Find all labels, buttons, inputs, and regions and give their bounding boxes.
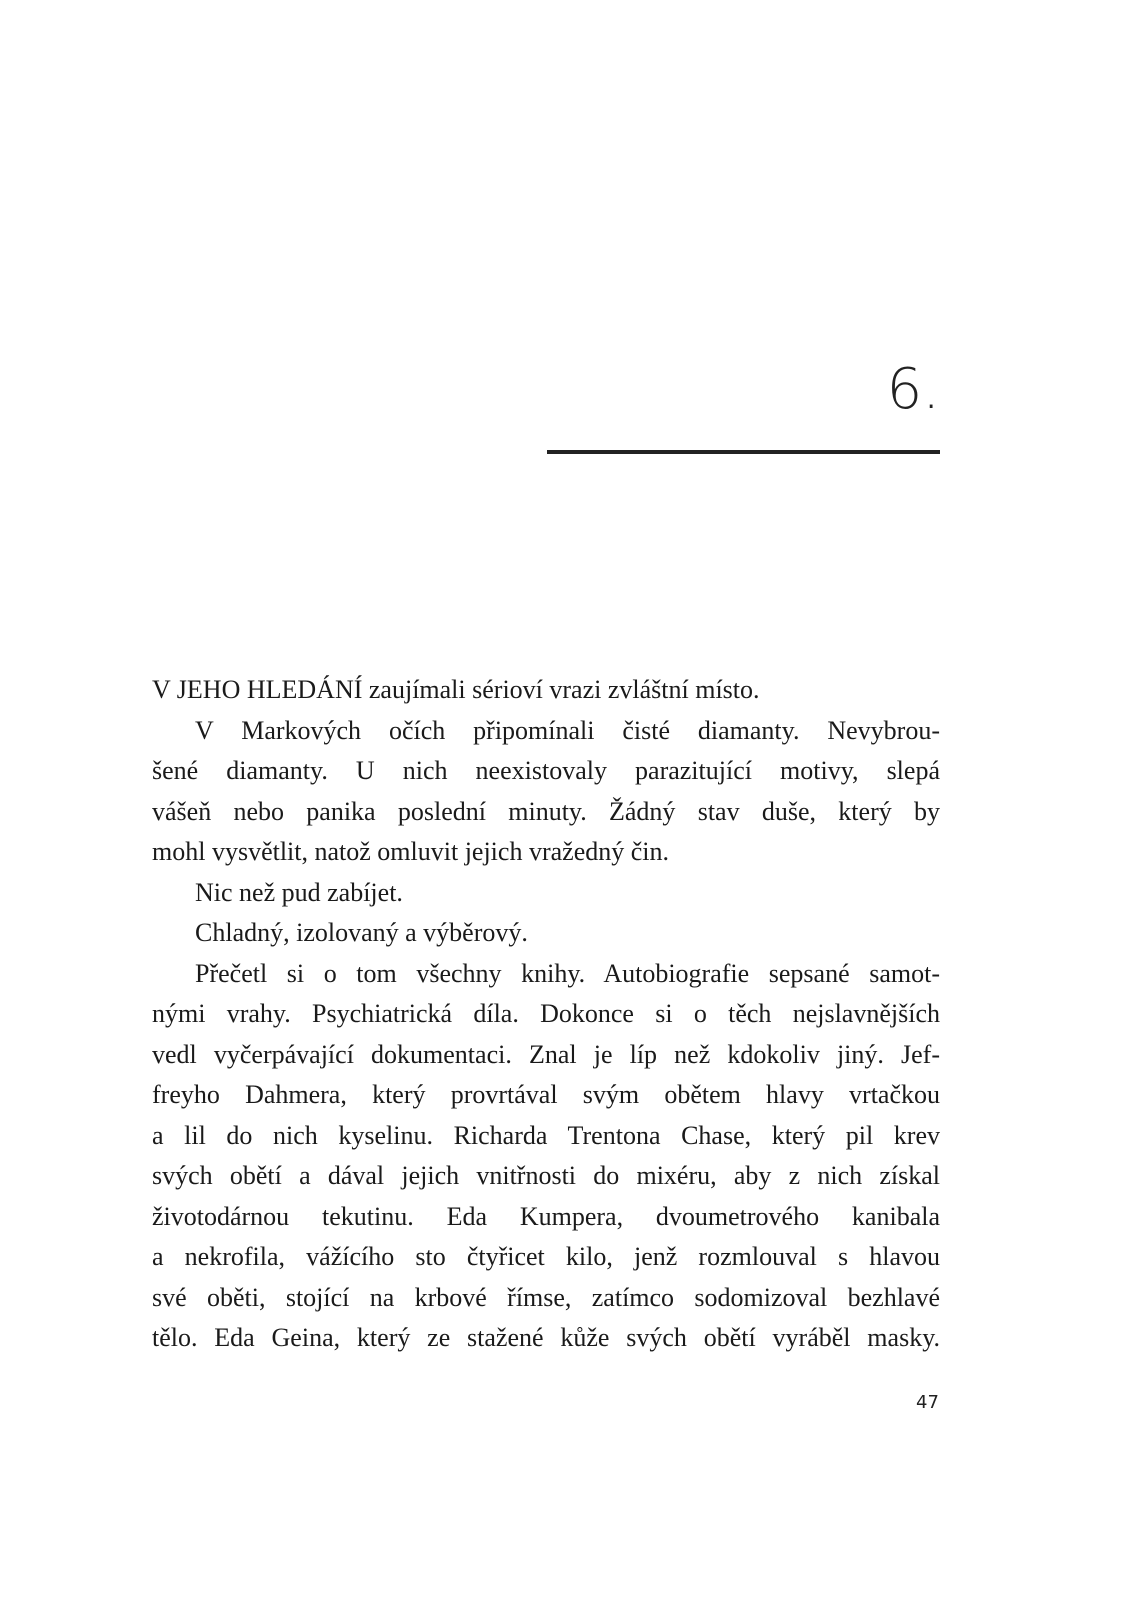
text-line: nými vrahy. Psychiatrická díla. Dokonce si o těch nejslavnějších	[152, 999, 940, 1028]
text-line: tělo. Eda Geina, který ze stažené kůže svých obětí vyráběl masky.	[152, 1323, 940, 1352]
chapter-number: 6.	[886, 357, 940, 422]
text-line: šené diamanty. U nich neexistovaly parazitující motivy, slepá	[152, 756, 940, 785]
text-line: a nekrofila, vážícího sto čtyřicet kilo, jenž rozmlouval s hlavou	[152, 1242, 940, 1271]
text-line: Nic než pud zabíjet.	[195, 877, 403, 907]
text-line: své oběti, stojící na krbové římse, zatímco sodomizoval bezhlavé	[152, 1282, 940, 1312]
text-line: freyho Dahmera, který provrtával svým obětem hlavy vrtačkou	[152, 1080, 940, 1109]
text-line: mohl vysvětlit, natož omluvit jejich vražedný čin.	[152, 837, 669, 866]
text-line: V JEHO HLEDÁNÍ zaujímali sérioví vrazi zvláštní místo.	[152, 675, 760, 704]
chapter-rule	[547, 450, 940, 454]
text-line: vedl vyčerpávající dokumentaci. Znal je líp než kdokoliv jiný. Jef-	[152, 1039, 940, 1069]
page-number: 47	[916, 1392, 939, 1413]
text-line: svých obětí a dával jejich vnitřnosti do mixéru, aby z nich získal	[152, 1161, 940, 1190]
text-line: vášeň nebo panika poslední minuty. Žádný stav duše, který by	[152, 796, 940, 826]
text-line: a lil do nich kyselinu. Richarda Trentona Chase, který pil krev	[152, 1120, 940, 1150]
text-line: životodárnou tekutinu. Eda Kumpera, dvoumetrového kanibala	[152, 1201, 940, 1231]
text-line: Přečetl si o tom všechny knihy. Autobiografie sepsané samot-	[195, 958, 940, 988]
body-text	[152, 670, 940, 1359]
text-line: V Markových očích připomínali čisté diamanty. Nevybrou-	[195, 715, 940, 745]
text-line: Chladný, izolovaný a výběrový.	[195, 918, 528, 947]
